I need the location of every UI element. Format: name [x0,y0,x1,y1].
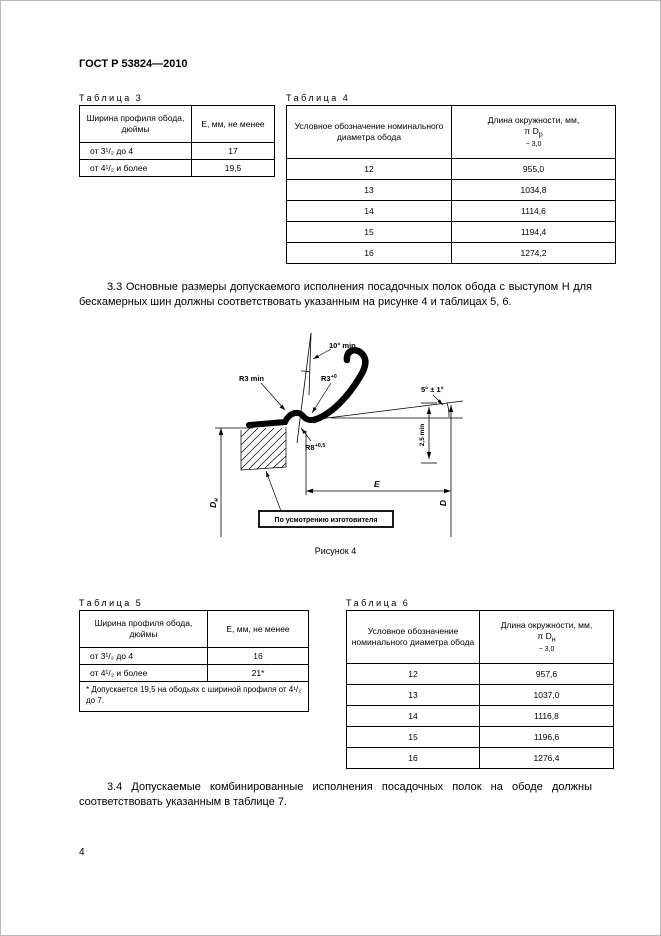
table4-r1-c1: 13 [287,180,452,201]
r3-tolerance-label [321,374,337,383]
r8-base: R8 [305,443,315,452]
angle-5-label: 5° ± 1° [421,385,444,394]
pi-d-symbol: π D [524,126,539,137]
table-row [347,664,614,685]
table3-header-col2: Е, мм, не менее [192,106,275,143]
table5-r1-c1: от 4¹/₂ и более [80,665,208,682]
table4-r3-c2: 1194,4 [452,222,616,243]
table-4 [286,105,616,264]
table-5 [79,610,309,712]
table6-header-col1: Условное обозначение номинального диаметра обода [347,611,480,664]
table5-header-col1: Ширина профиля обода, дюймы [80,611,208,648]
table4-r1-c2: 1034,8 [452,180,616,201]
table-row [80,143,275,160]
table5-r1-c2: 21* [208,665,309,682]
dim-e-label: E [374,479,380,489]
paragraph-3-4: 3.4 Допускаемые комбинированные исполнения посадочных полок на ободе должны соответствовать указанным в таблице 7. [79,781,592,808]
table-row [80,160,275,177]
table3-r0-c1: от 3¹/₂ до 4 [80,143,192,160]
table6-r2-c1: 14 [347,706,480,727]
table4-r3-c1: 15 [287,222,452,243]
table4-r4-c1: 16 [287,243,452,264]
table4-caption-word: Таблица [286,93,339,103]
r8-tolerance-label [305,443,325,452]
table4-caption [286,93,348,103]
table4-header-col1: Условное обозначение номинального диаметра обода [287,106,452,159]
pi-dn-symbol: π D [537,631,552,642]
table6-r0-c2: 957,6 [480,664,614,685]
table-row [80,648,309,665]
table4-r4-c2: 1274,2 [452,243,616,264]
table6-r4-c2: 1276,4 [480,748,614,769]
table-3 [79,105,275,177]
table-row [287,159,616,180]
table6-r0-c1: 12 [347,664,480,685]
dh-subscript: н [214,498,220,502]
table3-caption-num: 3 [135,93,141,103]
rim-bead-seat-profile [249,413,316,425]
table6-header-col2 [480,611,614,664]
table6-r3-c1: 15 [347,727,480,748]
table-row [287,222,616,243]
table4-col2-line1: Длина окружности, мм, [487,114,580,125]
table-row [347,748,614,769]
table6-r1-c2: 1037,0 [480,685,614,706]
table4-r2-c1: 14 [287,201,452,222]
section-hatch [241,427,286,470]
table-row [347,706,614,727]
figure-caption: Рисунок 4 [314,546,357,556]
table4-header-row [287,106,616,159]
table6-r1-c1: 13 [347,685,480,706]
dim-d-label: D [438,499,448,507]
dim-2-5-min-label: 2,5 min [419,423,426,447]
table-row [287,243,616,264]
table-6 [346,610,614,769]
r3-min-label: R3 min [239,374,265,383]
table6-caption [346,598,408,608]
table5-caption-word: Таблица [79,598,132,608]
paragraph-3-3: 3.3 Основные размеры допускаемого исполнения посадочных полок обода с выступом Н для бескамерных шин должны соответствовать указанным на рисунке 4 и таблицах 5, 6. [79,281,592,308]
table6-col2-tolerance: − 3,0 [538,645,555,653]
table6-header-row [347,611,614,664]
table-row [347,727,614,748]
dim-dh-label [208,498,220,508]
table6-col2-line1: Длина окружности, мм, [500,619,593,630]
table-row [287,180,616,201]
table5-r0-c1: от 3¹/₂ до 4 [80,648,208,665]
table5-caption-num: 5 [135,598,141,608]
table5-footnote: * Допускается 19,5 на ободьях с шириной профиля от 4¹/₂ до 7. [80,682,309,712]
pi-dn-subscript: н [551,635,556,644]
rim-flange-profile [314,350,365,420]
r3-superscript: +0 [330,374,337,380]
table6-r2-c2: 1116,8 [480,706,614,727]
r8-superscript: +0,5 [314,443,326,449]
page-number: 4 [79,847,85,858]
dh-base: D [208,501,218,508]
table4-col2-formula [456,126,611,140]
table6-caption-word: Таблица [346,598,399,608]
table3-caption-word: Таблица [79,93,132,103]
table-row [80,665,309,682]
table3-header-row [80,106,275,143]
table4-r2-c2: 1114,6 [452,201,616,222]
table3-caption [79,93,141,103]
table-row [347,685,614,706]
r3-base: R3 [321,374,331,383]
table4-r0-c1: 12 [287,159,452,180]
table-row [287,201,616,222]
table3-r1-c2: 19,5 [192,160,275,177]
table5-r0-c2: 16 [208,648,309,665]
table5-footnote-row [80,682,309,712]
table5-header-row [80,611,309,648]
table3-r1-c1: от 4¹/₂ и более [80,160,192,177]
table6-caption-num: 6 [402,598,408,608]
table3-r0-c2: 17 [192,143,275,160]
page-title: ГОСТ Р 53824—2010 [79,58,188,70]
table6-r4-c1: 16 [347,748,480,769]
manufacturer-note-label: По усмотрению изготовителя [274,517,378,524]
table5-header-col2: Е, мм, не менее [208,611,309,648]
pi-d-subscript: р [538,130,543,139]
angle-10-label: 10° min [329,341,356,350]
table4-col2-tolerance: − 3,0 [525,140,542,148]
table6-r3-c2: 1196,6 [480,727,614,748]
figure-4-drawing [171,331,506,539]
table6-col2-formula [484,631,609,645]
table5-caption [79,598,141,608]
table4-caption-num: 4 [342,93,348,103]
leader-lines [261,349,443,511]
table4-header-col2 [452,106,616,159]
table3-header-col1: Ширина профиля обода, дюймы [80,106,192,143]
table4-r0-c2: 955,0 [452,159,616,180]
